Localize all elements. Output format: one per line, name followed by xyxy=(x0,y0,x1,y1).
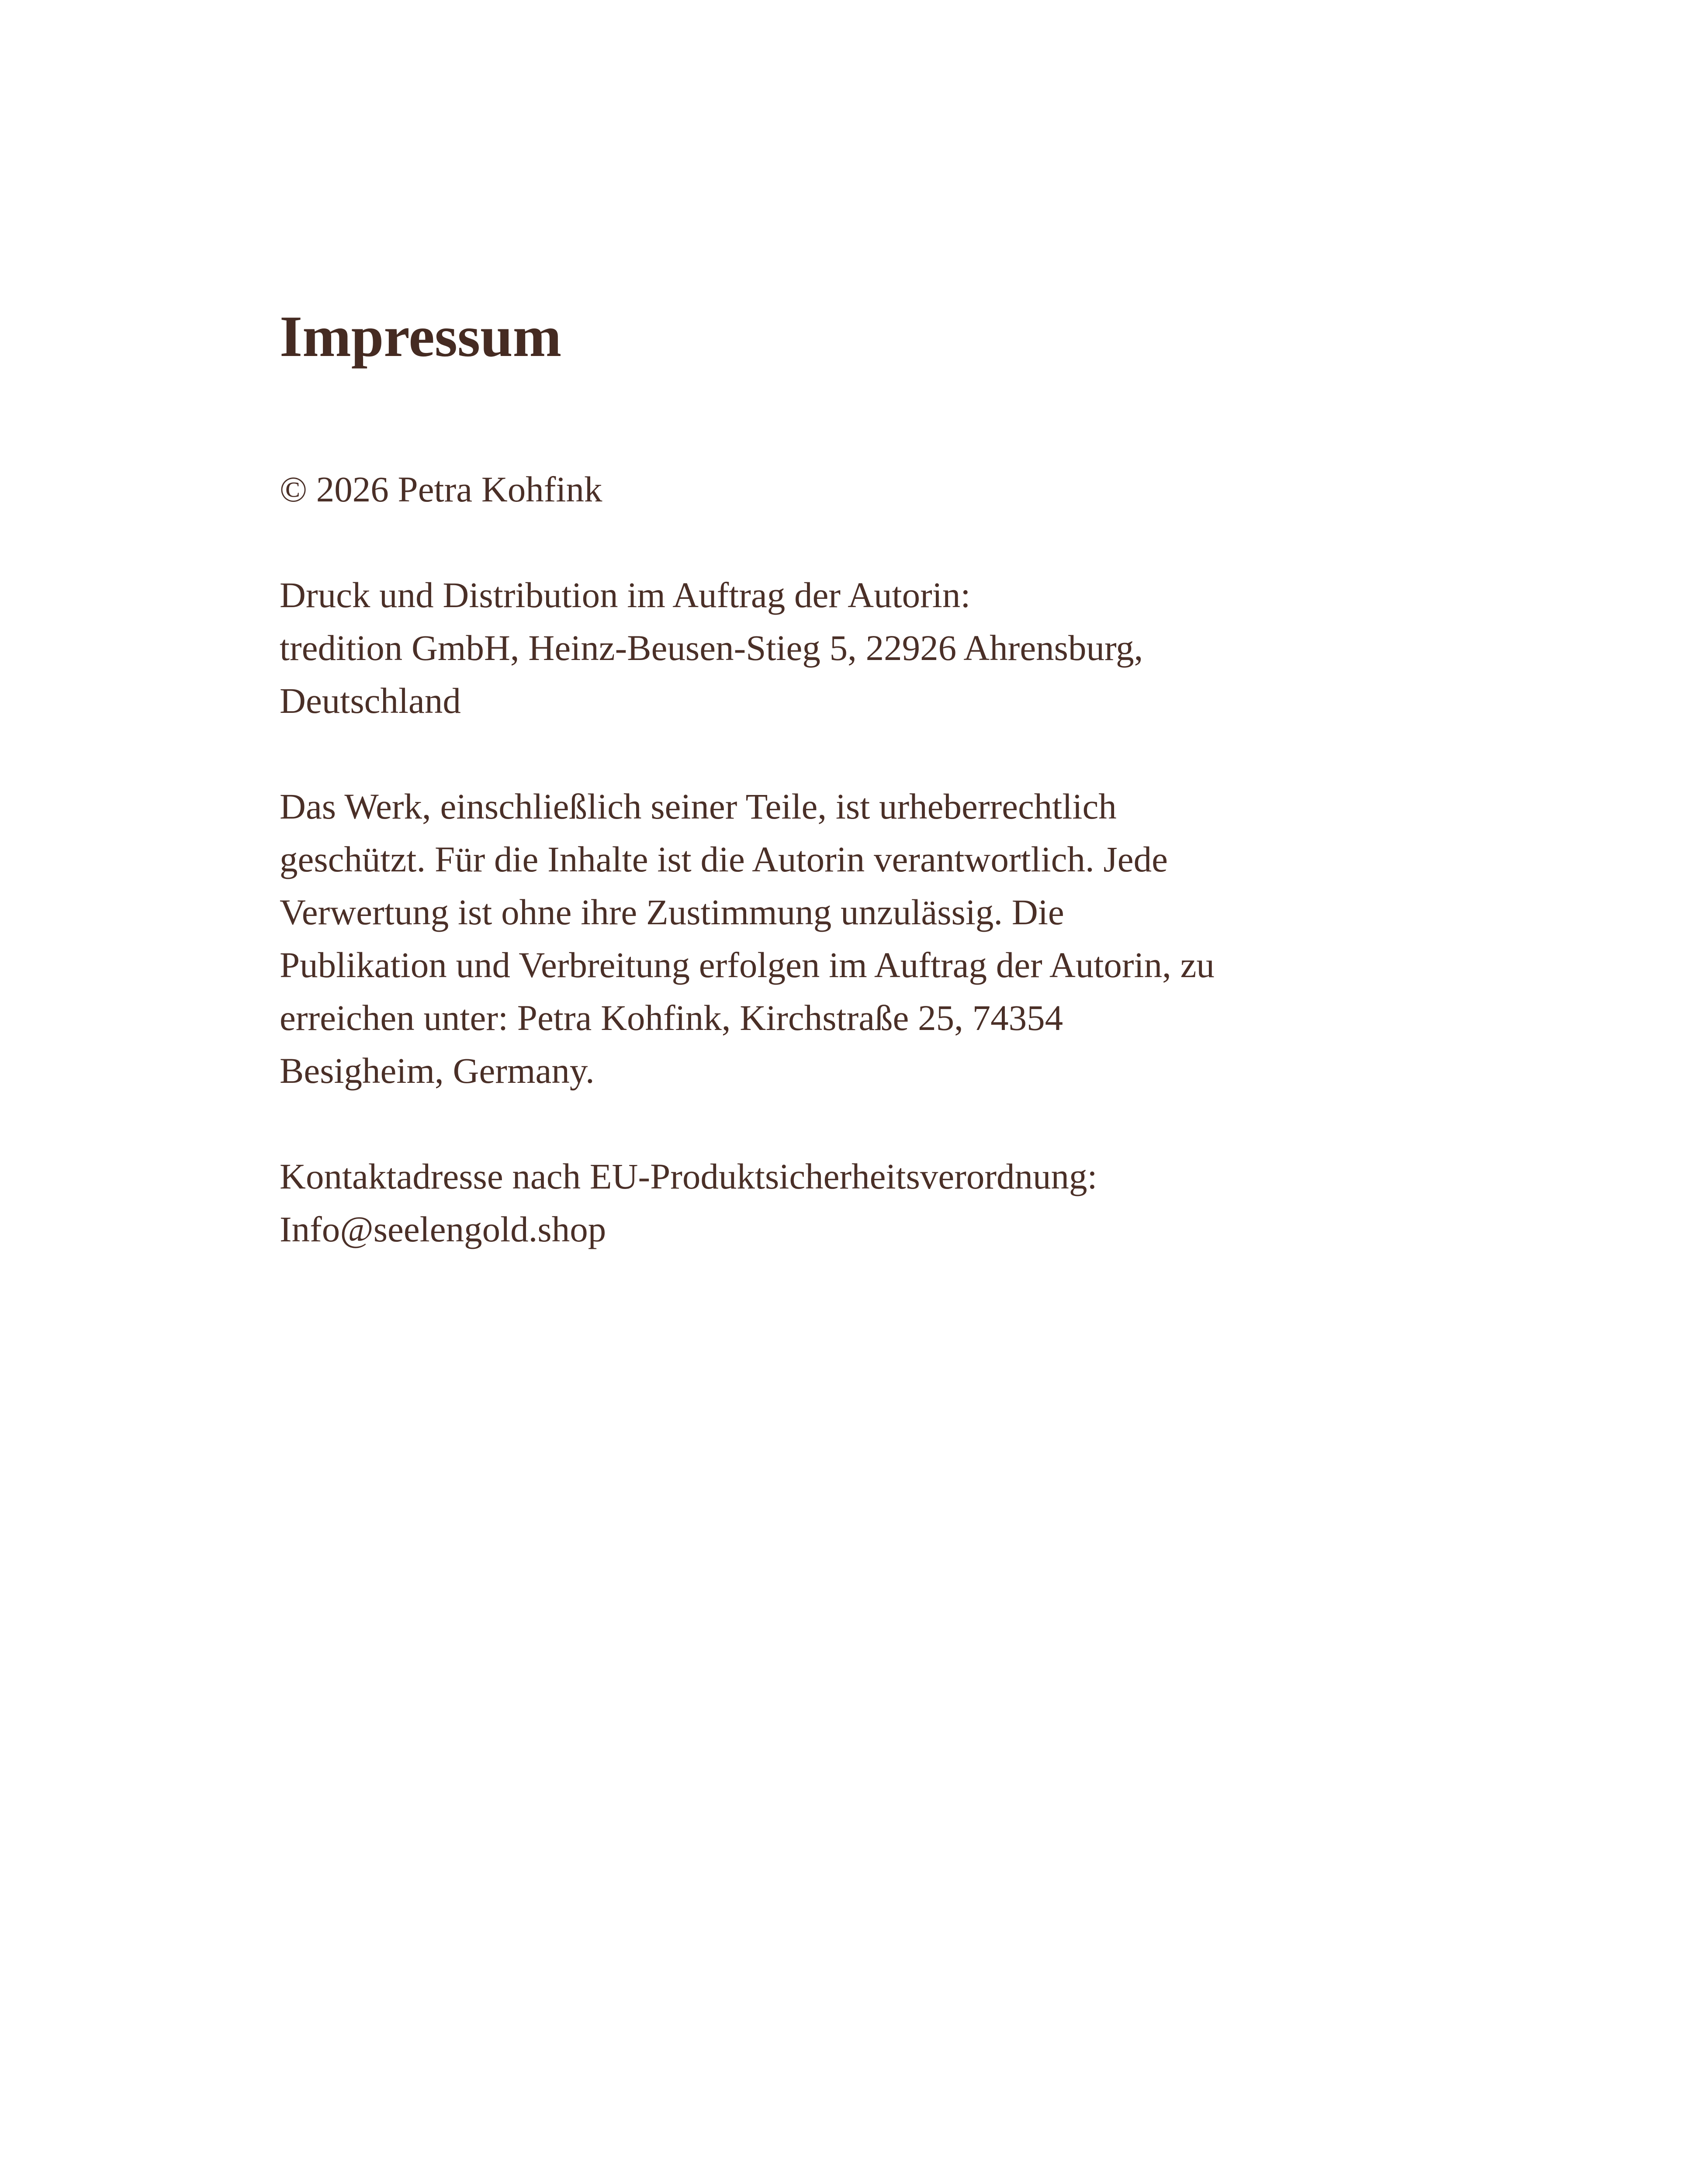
contact-label: Kontaktadresse nach EU-Produktsicherheitsverordnung: xyxy=(280,1156,1097,1196)
print-line: Deutschland xyxy=(280,681,461,721)
rights-line: Verwertung ist ohne ihre Zustimmung unzulässig. Die xyxy=(280,892,1064,932)
rights-line: erreichen unter: Petra Kohfink, Kirchstraße 25, 74354 xyxy=(280,998,1063,1038)
rights-line: Besigheim, Germany. xyxy=(280,1051,595,1091)
rights-line: Das Werk, einschließlich seiner Teile, ist urheberrechtlich xyxy=(280,786,1117,826)
print-line: tredition GmbH, Heinz-Beusen-Stieg 5, 22926 Ahrensburg, xyxy=(280,628,1143,668)
print-line: Druck und Distribution im Auftrag der Autorin: xyxy=(280,575,971,615)
copyright-notice: © 2026 Petra Kohfink xyxy=(280,469,602,509)
page-title: Impressum xyxy=(280,304,562,369)
contact-email: Info@seelengold.shop xyxy=(280,1209,606,1249)
rights-line: Publikation und Verbreitung erfolgen im Auftrag der Autorin, zu xyxy=(280,945,1215,985)
contact-block xyxy=(280,1150,1568,1256)
print-distribution-block xyxy=(280,569,1568,727)
rights-line: geschützt. Für die Inhalte ist die Autorin verantwortlich. Jede xyxy=(280,839,1168,879)
imprint-page xyxy=(280,301,1568,1256)
copyright-statement-block xyxy=(280,780,1568,1097)
